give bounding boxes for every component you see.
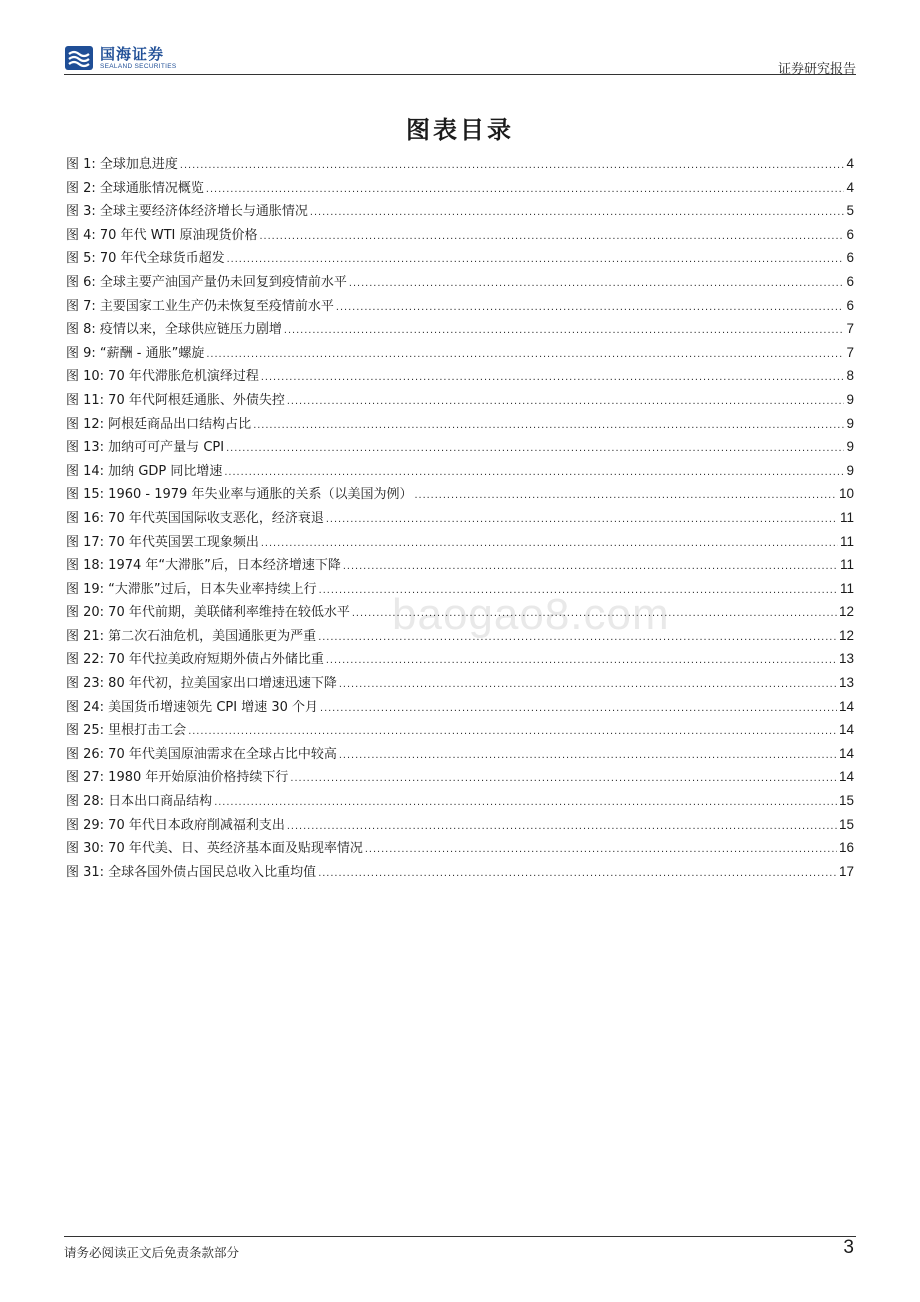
toc-entry-label[interactable]: 图 6: 全球主要产油国产量仍未回复到疫情前水平 [66,274,347,290]
toc-entry-label[interactable]: 图 9: “薪酬 - 通胀”螺旋 [66,345,205,361]
toc-entry[interactable] [66,270,854,294]
disclaimer-note: 请务必阅读正文后免责条款部分 [64,1245,240,1260]
footer-divider [64,1236,856,1237]
toc-entry-label[interactable]: 图 22: 70 年代拉美政府短期外债占外储比重 [66,652,324,668]
toc-entry[interactable] [66,789,854,813]
toc-entry-label[interactable]: 图 13: 加纳可可产量与 CPI [66,440,225,456]
toc-entry[interactable] [66,600,854,624]
toc-entry[interactable] [66,530,854,554]
toc-entry-page[interactable]: 9 [846,462,854,478]
toc-entry-label[interactable]: 图 11: 70 年代阿根廷通胀、外债失控 [66,392,285,408]
toc-entry-label[interactable]: 图 31: 全球各国外债占国民总收入比重均值 [66,864,317,880]
toc-entry[interactable] [66,718,854,742]
toc-dot-leader [206,343,844,367]
toc-entry-page[interactable]: 5 [846,203,854,219]
table-of-figures [66,152,854,883]
toc-entry-page[interactable]: 13 [838,675,854,691]
toc-entry-label[interactable]: 图 24: 美国货币增速领先 CPI 增速 30 个月 [66,699,319,715]
toc-entry[interactable] [66,176,854,200]
toc-entry[interactable] [66,459,854,483]
toc-entry[interactable] [66,813,854,837]
toc-entry-label[interactable]: 图 12: 阿根廷商品出口结构占比 [66,416,252,432]
toc-entry[interactable] [66,364,854,388]
toc-dot-leader [318,626,837,650]
toc-entry-page[interactable]: 6 [846,250,854,266]
toc-entry[interactable] [66,388,854,412]
toc-dot-leader [326,508,838,532]
toc-entry-label[interactable]: 图 20: 70 年代前期，美联储利率维持在较低水平 [66,605,350,621]
toc-entry-label[interactable]: 图 16: 70 年代英国国际收支恶化，经济衰退 [66,510,324,526]
toc-dot-leader [319,579,838,603]
toc-entry[interactable] [66,765,854,789]
toc-dot-leader [261,532,838,556]
toc-entry-page[interactable]: 14 [838,698,854,714]
toc-entry-label[interactable]: 图 2: 全球通胀情况概览 [66,180,204,196]
toc-entry-page[interactable]: 13 [838,651,854,667]
toc-dot-leader [226,437,844,461]
toc-dot-leader [214,791,837,815]
toc-dot-leader [253,414,844,438]
toc-entry-label[interactable]: 图 15: 1960 - 1979 年失业率与通胀的关系（以美国为例） [66,487,413,503]
toc-dot-leader [224,461,844,485]
toc-dot-leader [261,366,845,390]
toc-dot-leader [287,390,845,414]
toc-entry[interactable] [66,482,854,506]
toc-entry-page[interactable]: 14 [838,769,854,785]
toc-dot-leader [259,225,844,249]
logo-english-name: SEALAND SECURITIES [100,62,177,70]
toc-entry[interactable] [66,647,854,671]
toc-entry-label[interactable]: 图 7: 主要国家工业生产仍未恢复至疫情前水平 [66,298,334,314]
page-number: 3 [843,1237,854,1258]
toc-dot-leader [310,201,845,225]
toc-entry[interactable] [66,152,854,176]
toc-entry-label[interactable]: 图 10: 70 年代滞胀危机演绎过程 [66,369,259,385]
toc-entry-page[interactable]: 6 [846,273,854,289]
toc-entry[interactable] [66,223,854,247]
toc-entry[interactable] [66,624,854,648]
toc-entry-label[interactable]: 图 17: 70 年代英国罢工现象频出 [66,534,259,550]
toc-entry-page[interactable]: 4 [846,156,854,171]
toc-entry-page[interactable]: 11 [839,557,854,573]
toc-entry[interactable] [66,836,854,860]
toc-entry[interactable] [66,577,854,601]
toc-entry-label[interactable]: 图 1: 全球加息进度 [66,157,178,172]
toc-entry[interactable] [66,435,854,459]
toc-entry-label[interactable]: 图 18: 1974 年“大滞胀”后，日本经济增速下降 [66,558,341,574]
toc-entry-label[interactable]: 图 14: 加纳 GDP 同比增速 [66,463,223,479]
toc-entry[interactable] [66,742,854,766]
toc-entry-label[interactable]: 图 26: 70 年代美国原油需求在全球占比中较高 [66,746,337,762]
toc-entry-page[interactable]: 9 [846,391,854,407]
toc-dot-leader [227,248,845,272]
toc-entry-page[interactable]: 10 [838,486,854,502]
toc-entry[interactable] [66,860,854,884]
toc-dot-leader [352,602,837,626]
watermark: baogao8.com [392,590,670,639]
toc-entry-label[interactable]: 图 21: 第二次石油危机，美国通胀更为严重 [66,628,317,644]
toc-entry-page[interactable]: 17 [838,863,854,879]
toc-dot-leader [326,649,837,673]
toc-dot-leader [336,296,845,320]
toc-entry[interactable] [66,294,854,318]
sealand-logo-icon [64,44,94,72]
toc-entry-label[interactable]: 图 5: 70 年代全球货币超发 [66,251,225,267]
toc-entry-page[interactable]: 11 [839,533,854,549]
toc-entry-page[interactable]: 11 [839,509,854,525]
toc-dot-leader [343,555,838,579]
toc-entry-page[interactable]: 15 [838,793,854,809]
toc-entry-page[interactable]: 14 [838,745,854,761]
toc-dot-leader [284,319,845,343]
toc-dot-leader [318,862,837,886]
toc-entry[interactable] [66,553,854,577]
toc-entry[interactable] [66,671,854,695]
toc-entry-page[interactable]: 12 [838,627,854,643]
toc-dot-leader [349,272,845,296]
toc-entry-page[interactable]: 15 [838,816,854,832]
toc-entry-page[interactable]: 8 [846,368,854,384]
toc-dot-leader [339,744,837,768]
toc-dot-leader [287,815,837,839]
toc-entry-page[interactable]: 4 [846,179,854,195]
toc-entry-page[interactable]: 12 [838,604,854,620]
toc-entry-label[interactable]: 图 23: 80 年代初，拉美国家出口增速迅速下降 [66,676,337,692]
report-type-label: 证券研究报告 [777,62,856,77]
toc-entry[interactable] [66,341,854,365]
logo-chinese-name: 国海证券 [100,44,165,63]
toc-entry-page[interactable]: 11 [839,580,854,596]
toc-entry[interactable] [66,199,854,223]
toc-entry[interactable] [66,317,854,341]
toc-dot-leader [290,767,837,791]
toc-dot-leader [339,673,837,697]
toc-entry-label[interactable]: 图 8: 疫情以来，全球供应链压力剧增 [66,322,282,338]
toc-entry[interactable] [66,695,854,719]
toc-dot-leader [320,697,837,721]
toc-dot-leader [180,154,845,178]
page-title: 图表目录 [406,116,514,144]
toc-entry-label[interactable]: 图 29: 70 年代日本政府削减福利支出 [66,817,285,833]
toc-entry-page[interactable]: 7 [846,344,854,360]
toc-entry-page[interactable]: 16 [838,840,854,856]
toc-entry-label[interactable]: 图 4: 70 年代 WTI 原油现货价格 [66,227,258,243]
toc-entry-page[interactable]: 9 [846,439,854,455]
toc-entry-page[interactable]: 14 [838,722,854,738]
toc-entry-page[interactable]: 7 [846,321,854,337]
toc-dot-leader [414,484,837,508]
toc-entry-label[interactable]: 图 30: 70 年代美、日、英经济基本面及贴现率情况 [66,841,363,857]
toc-entry-label[interactable]: 图 3: 全球主要经济体经济增长与通胀情况 [66,204,308,220]
toc-dot-leader [365,838,837,862]
header-divider [64,74,856,75]
toc-entry-label[interactable]: 图 27: 1980 年开始原油价格持续下行 [66,770,289,786]
toc-dot-leader [188,720,837,744]
toc-entry-label[interactable]: 图 19: “大滞胀”过后，日本失业率持续上行 [66,581,317,597]
toc-dot-leader [206,178,845,202]
toc-entry-page[interactable]: 6 [846,226,854,242]
toc-entry[interactable] [66,246,854,270]
toc-entry[interactable] [66,506,854,530]
toc-entry[interactable] [66,412,854,436]
toc-entry-page[interactable]: 9 [846,415,854,431]
company-logo [64,44,177,72]
toc-entry-label[interactable]: 图 25: 里根打击工会 [66,723,187,739]
toc-entry-page[interactable]: 6 [846,297,854,313]
toc-entry-label[interactable]: 图 28: 日本出口商品结构 [66,794,213,810]
